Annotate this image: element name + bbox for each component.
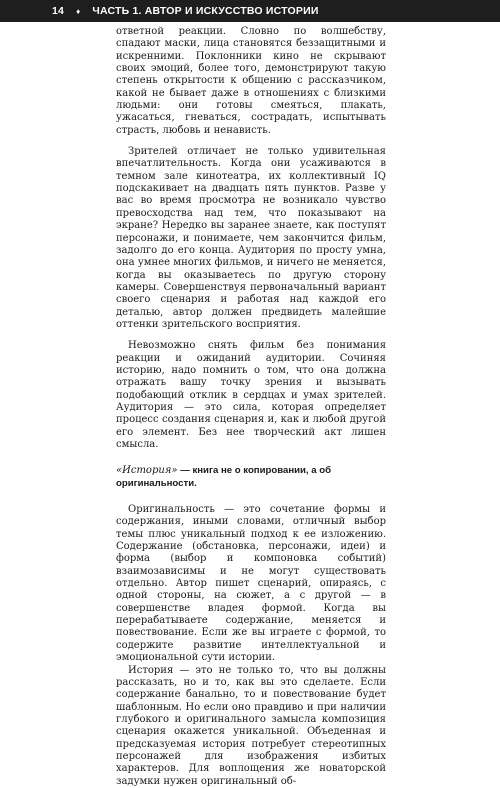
paragraph-3: Невозможно снять фильм без понимания реакции и ожиданий аудитории. Сочиняя историю, надо помнить о том, что она должна отражать вашу точку зрения и вызывать подобающий отклик в сердцах и умах зрителей. Аудитория — это сила, которая определяет процесс создания сценария и, как и любой другой его элемент. Без нее творческий акт лишен смысла.	[116, 340, 386, 450]
section-subhead	[116, 465, 386, 490]
chapter-title: ЧАСТЬ 1. АВТОР И ИСКУССТВО ИСТОРИИ	[92, 5, 319, 17]
subhead-text: — книга не о копировании, а об оригинальности.	[116, 465, 332, 489]
paragraph-2: Зрителей отличает не только удивительная впечатлительность. Когда они усаживаются в темном зале кинотеатра, их коллективный IQ подскакивает на двадцать пять пунктов. Разве у вас во время просмотра не возникало чувство превосходства над тем, что показывают на экране? Нередко вы заранее знаете, как поступят персонажи, и понимаете, чем закончится фильм, задолго до его конца. Аудитория по просту умна, она умнее многих фильмов, и ничего не меняется, когда вы оказываетесь по другую сторону камеры. Совершенствуя первоначальный вариант своего сценария и работая над каждой его деталью, автор должен предвидеть малейшие оттенки зрительского восприятия.	[116, 146, 386, 330]
page-body	[116, 26, 386, 788]
subhead-book-title: «История»	[116, 465, 178, 477]
running-header	[0, 0, 500, 22]
paragraph-1: ответной реакции. Словно по волшебству, спадают маски, лица становятся беззащитными и искренними. Поклонники кино не скрывают своих эмоций, более того, демонстрируют такую степень открытости к общению с рассказчиком, какой не бывает даже в отношениях с близкими людьми: они готовы смеяться, плакать, ужасаться, гневаться, сострадать, испытывать страсть, любовь и ненависть.	[116, 26, 386, 136]
page-number: 14	[52, 5, 65, 17]
paragraph-4: Оригинальность — это сочетание формы и содержания, иными словами, отличный выбор темы плюс уникальный подход к ее изложению. Содержание (обстановка, персонажи, идеи) и форма (выбор и компоновка событий) взаимозависимы и не могут существовать отдельно. Автор пишет сценарий, опираясь, с одной стороны, на сюжет, а с другой — в совершенстве владея формой. Когда вы перерабатываете содержание, меняется и повествование. Если же вы играете с формой, то содержите развитие интеллектуальной и эмоциональной сути истории.	[116, 504, 386, 664]
paragraph-5: История — это не только то, что вы должны рассказать, но и то, как вы это сделаете. Если содержание банально, то и повествование будет шаблонным. Но если оно правдиво и при наличии глубокого и оригинального замысла композиция сценария окажется уникальной. Объеденная и предсказуемая история потребует стереотипных персонажей для изображения избитых характеров. Для воплощения же новаторской задумки нужен оригинальный об-	[116, 664, 386, 787]
diamond-separator-icon: ♦	[76, 6, 81, 16]
